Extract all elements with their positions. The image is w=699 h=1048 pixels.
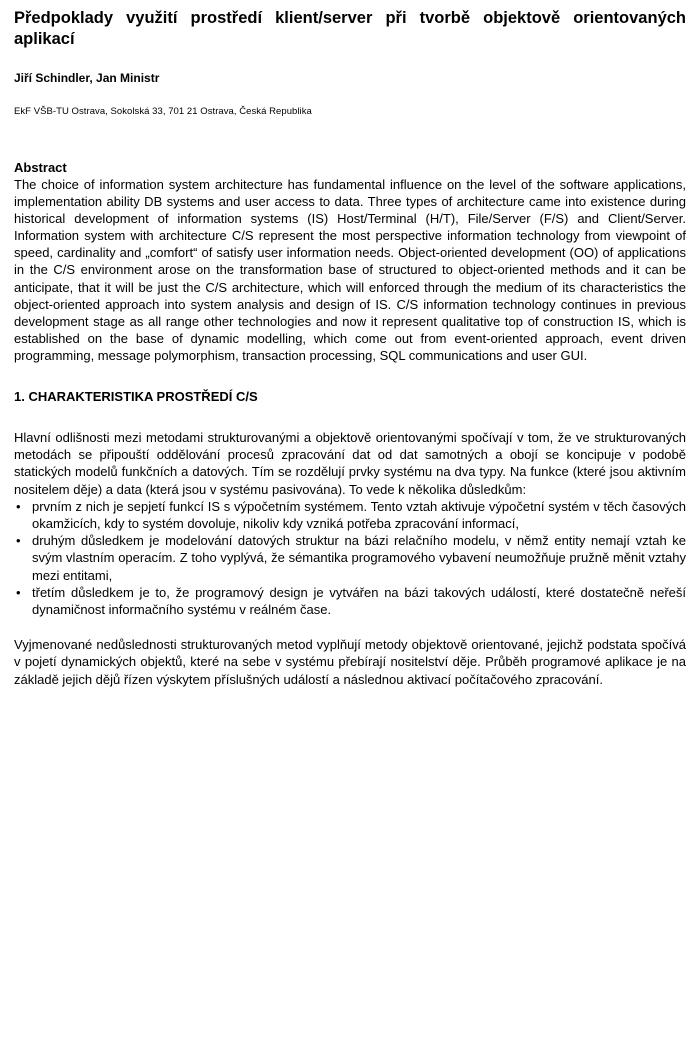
closing-paragraph: Vyjmenované nedůslednosti strukturovaných metod vyplňují metody objektově orientované, jejichž podstata spočívá v pojetí dynamických objektů, které na sebe v systému přebírají nositelství děje. Průběh programové aplikace je na základě jejich dějů řízen výskytem příslušných událostí a následnou aktivací počítačového zpracování. (14, 637, 686, 687)
paper-authors: Jiří Schindler, Jan Ministr (14, 71, 160, 85)
consequences-list (14, 498, 686, 618)
list-item-text: třetím důsledkem je to, že programový design je vytvářen na bázi takových událostí, které dostatečně neřeší dynamičnost informačního systému v reálném čase. (32, 584, 686, 618)
list-item (14, 584, 686, 618)
section-1-intro: Hlavní odlišnosti mezi metodami strukturovanými a objektově orientovanými spočívají v tom, že ve strukturovaných metodách se připouští oddělování procesů zpracování dat od dat samotných a obojí se koncipuje v podobě statických modelů funkčních a datových. Tím se rozdělují prvky systému na dva typy. Na funkce (které jsou aktivním nositelem děje) a data (která jsou v systému pasivována). To vede k několika důsledkům: (14, 430, 686, 497)
abstract-heading: Abstract (14, 160, 67, 175)
list-item-text: prvním z nich je sepjetí funkcí IS s výpočetním systémem. Tento vztah aktivuje výpočetní systém v těch časových okamžicích, kdy to systém dovoluje, nikoliv kdy vzniká potřeba zpracování informací, (32, 498, 686, 532)
paper-page (14, 8, 686, 688)
bullet-icon: • (16, 584, 21, 600)
list-item (14, 498, 686, 532)
list-item-text: druhým důsledkem je modelování datových struktur na bázi relačního modelu, v němž entity nemají vztah ke svým vlastním operacím. Z toho vyplývá, že sémantika programového vybavení neumožňuje pružně měnit vztahy mezi entitami, (32, 533, 686, 583)
bullet-icon: • (16, 533, 21, 549)
section-1-heading: 1. CHARAKTERISTIKA PROSTŘEDÍ C/S (14, 389, 258, 405)
paper-affiliation: EkF VŠB-TU Ostrava, Sokolská 33, 701 21 Ostrava, Česká Republika (14, 106, 312, 117)
abstract-text: The choice of information system architecture has fundamental influence on the level of the software applications, implementation ability DB systems and user access to data. Three types of architecture came into existence during historical development of information systems (IS) Host/Terminal (H/T), File/Server (F/S) and Client/Server. Information system with architecture C/S represent the most perspective information technology from viewpoint of speed, cardinality and „comfort“ of satisfy user information needs. Object-oriented development (OO) of applications in the C/S environment arose on the transformation base of structured to object-oriented methods and it can be anticipate, that it will be just the C/S architecture, which will enforced through the medium of its characteristics the object-oriented approach into system analysis and design of IS. C/S information technology continues in previous development stage as all range other technologies and now it represent qualitative top of construction IS, which is established on the base of dynamic modelling, which come out from event-oriented approach, event driven programming, message polymorphism, transaction processing, SQL communications and user GUI. (14, 177, 686, 363)
list-item (14, 532, 686, 584)
bullet-icon: • (16, 498, 21, 514)
paper-title: Předpoklady využití prostředí klient/server při tvorbě objektově orientovaných aplikací (14, 9, 686, 48)
